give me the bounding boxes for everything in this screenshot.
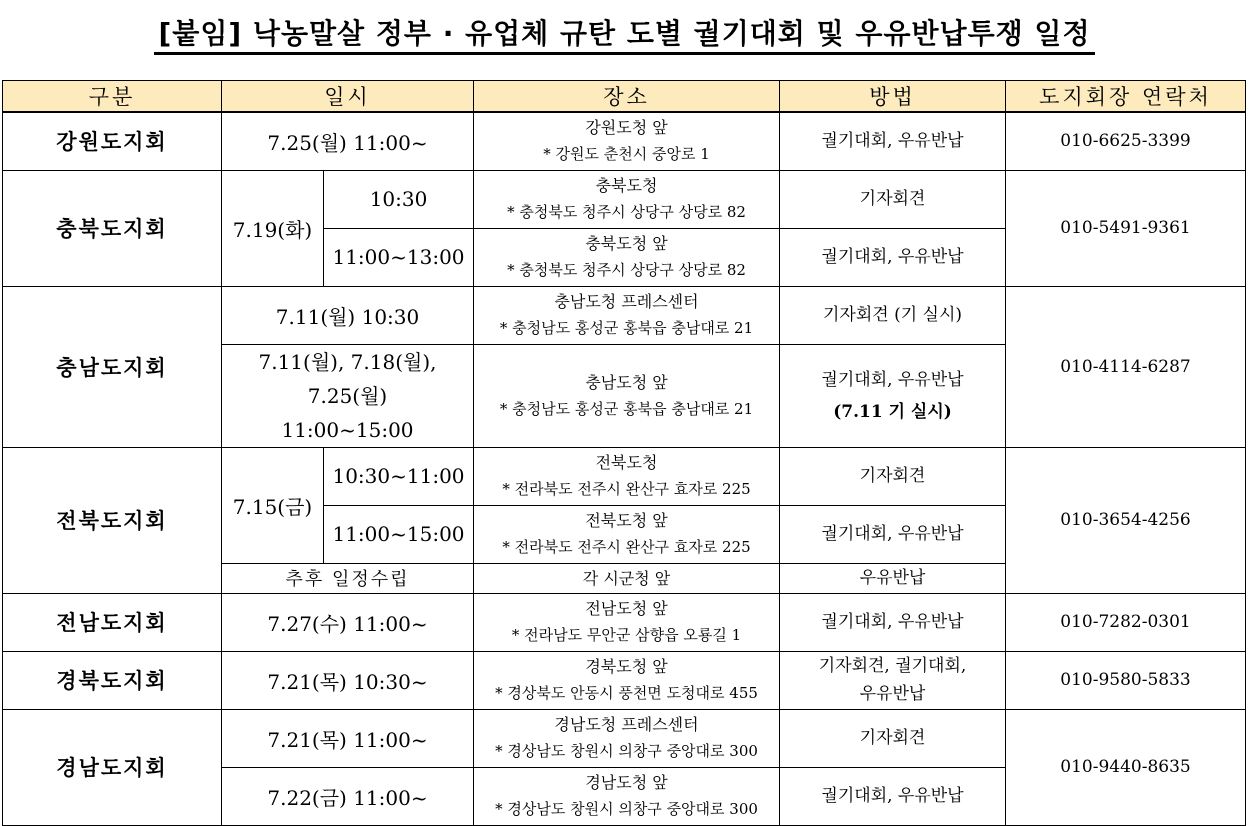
event-datetime [222, 344, 474, 447]
document-title: [붙임] 낙농말살 정부 · 유업체 규탄 도별 궐기대회 및 우유반납투쟁 일정 [154, 17, 1094, 55]
method-text-2: 우유반납 [859, 684, 926, 704]
place-address: * 강원도 춘천시 중앙로 1 [543, 145, 710, 164]
event-date: 7.19(화) [222, 170, 324, 286]
event-place [474, 344, 780, 447]
event-datetime: 7.22(금) 11:00~ [222, 767, 474, 825]
contact-phone: 010-9440-8635 [1006, 709, 1246, 825]
event-place [474, 651, 780, 709]
place-address: * 충청북도 청주시 상당구 상당로 82 [507, 203, 746, 221]
method-text: 기자회견, 궐기대회, [818, 656, 967, 676]
table-row [3, 593, 1246, 651]
place-address: * 충청남도 홍성군 홍북읍 충남대로 21 [499, 399, 754, 418]
event-place [474, 447, 780, 505]
event-time: 11:00~15:00 [281, 417, 414, 442]
method-note: (7.11 기 실시) [833, 401, 952, 422]
event-method: 기자회견 [780, 170, 1006, 228]
contact-phone: 010-6625-3399 [1006, 112, 1246, 170]
contact-phone: 010-3654-4256 [1006, 447, 1246, 593]
place-name: 전남도청 앞 [585, 599, 668, 618]
event-datetime: 7.25(월) 11:00~ [222, 112, 474, 170]
place-address: * 충청북도 청주시 상당구 상당로 82 [507, 261, 746, 279]
region-name: 경남도지회 [3, 709, 222, 825]
event-datetime: 7.11(월) 10:30 [222, 286, 474, 344]
event-method: 궐기대회, 우유반납 [780, 767, 1006, 825]
document-title-wrap [0, 12, 1249, 52]
event-place [474, 112, 780, 170]
event-datetime: 7.21(목) 11:00~ [222, 709, 474, 767]
region-name: 충북도지회 [3, 170, 222, 286]
event-dates: 7.11(월), 7.18(월), 7.25(월) [258, 349, 437, 408]
event-place [474, 228, 780, 286]
table-row [3, 447, 1246, 505]
place-name: 충북도청 [595, 176, 658, 195]
contact-phone: 010-7282-0301 [1006, 593, 1246, 651]
method-text: 궐기대회, 우유반납 [821, 369, 964, 390]
event-place [474, 767, 780, 825]
place-name: 충북도청 앞 [585, 234, 668, 253]
contact-phone: 010-5491-9361 [1006, 170, 1246, 286]
table-row [3, 651, 1246, 709]
region-name: 충남도지회 [3, 286, 222, 447]
header-category: 구분 [3, 81, 222, 113]
place-address: * 경상남도 창원시 의창구 중앙대로 300 [495, 742, 758, 760]
event-place [474, 709, 780, 767]
event-place [474, 593, 780, 651]
table-row [3, 170, 1246, 228]
header-place: 장소 [474, 81, 780, 113]
event-place [474, 505, 780, 563]
event-time: 11:00~13:00 [324, 228, 474, 286]
place-name: 경북도청 앞 [585, 657, 668, 676]
event-time: 10:30 [324, 170, 474, 228]
event-method: 궐기대회, 우유반납 [780, 505, 1006, 563]
place-address: * 전라북도 전주시 완산구 효자로 225 [502, 480, 751, 498]
event-method: 궐기대회, 우유반납 [780, 228, 1006, 286]
region-name: 경북도지회 [3, 651, 222, 709]
event-date: 7.15(금) [222, 447, 324, 563]
event-datetime: 추후 일정수립 [222, 563, 474, 593]
event-method: 기자회견 [780, 447, 1006, 505]
event-datetime: 7.21(목) 10:30~ [222, 651, 474, 709]
place-name: 전북도청 앞 [585, 511, 668, 530]
event-place [474, 286, 780, 344]
table-row [3, 112, 1246, 170]
place-name: 전북도청 [595, 453, 658, 472]
contact-phone: 010-4114-6287 [1006, 286, 1246, 447]
event-method: 궐기대회, 우유반납 [780, 593, 1006, 651]
event-method: 궐기대회, 우유반납 [780, 112, 1006, 170]
event-method [780, 344, 1006, 447]
event-datetime: 7.27(수) 11:00~ [222, 593, 474, 651]
place-name: 경남도청 프레스센터 [554, 715, 699, 734]
place-address: * 전라북도 전주시 완산구 효자로 225 [502, 538, 751, 556]
place-address: * 충청남도 홍성군 홍북읍 충남대로 21 [499, 319, 754, 337]
event-method: 우유반납 [780, 563, 1006, 593]
place-name: 충남도청 앞 [585, 372, 668, 392]
header-datetime: 일시 [222, 81, 474, 113]
place-name: 경남도청 앞 [585, 773, 668, 792]
table-row [3, 286, 1246, 344]
event-method: 기자회견 [780, 709, 1006, 767]
event-method [780, 651, 1006, 709]
table-row [3, 709, 1246, 767]
place-address: * 경상남도 창원시 의창구 중앙대로 300 [495, 800, 758, 818]
event-place [474, 170, 780, 228]
header-contact: 도지회장 연락처 [1006, 81, 1246, 113]
event-time: 10:30~11:00 [324, 447, 474, 505]
contact-phone: 010-9580-5833 [1006, 651, 1246, 709]
place-address: * 경상북도 안동시 풍천면 도청대로 455 [495, 684, 758, 702]
place-name: 강원도청 앞 [585, 118, 668, 138]
event-method: 기자회견 (기 실시) [780, 286, 1006, 344]
place-address: * 전라남도 무안군 삼향읍 오룡길 1 [511, 626, 742, 644]
schedule-table [2, 80, 1246, 826]
region-name: 강원도지회 [3, 112, 222, 170]
place-name: 충남도청 프레스센터 [554, 292, 699, 311]
event-place: 각 시군청 앞 [474, 563, 780, 593]
header-method: 방법 [780, 81, 1006, 113]
region-name: 전남도지회 [3, 593, 222, 651]
event-time: 11:00~15:00 [324, 505, 474, 563]
region-name: 전북도지회 [3, 447, 222, 593]
header-row [3, 81, 1246, 113]
